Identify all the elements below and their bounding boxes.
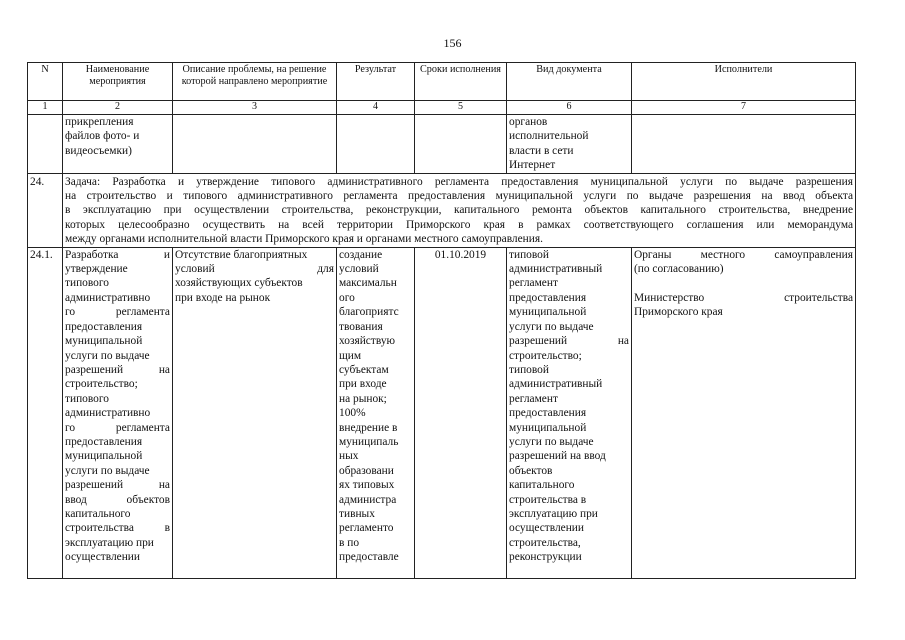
task-row	[28, 173, 856, 247]
text-line: при входе на рынок	[175, 291, 271, 304]
text-line: разрешений на	[65, 479, 170, 492]
text-line: го регламента	[65, 306, 170, 319]
text-line: Разработка и	[65, 248, 170, 261]
text-line: файлов фото- и	[65, 130, 140, 143]
text-line: типового	[65, 392, 109, 405]
cell-continuation-deadline	[415, 115, 507, 174]
text-line: на строительство и типового административного регламента предоставления муниципальной услуги по выдаче разрешения на ввод объекта	[65, 190, 853, 203]
text-line: регламенто	[339, 522, 394, 535]
text-line: на рынок;	[339, 392, 387, 405]
text-line: предоставления	[509, 291, 587, 304]
header-name: Наименование мероприятия	[63, 63, 173, 101]
text-line: административно	[65, 291, 151, 304]
text-line: благоприятс	[339, 306, 399, 319]
text-line: го регламента	[65, 421, 170, 434]
text-line: административно	[65, 407, 151, 420]
text-line: капитального	[509, 479, 575, 492]
text-line: строительства в	[65, 522, 170, 535]
text-line: регламент	[509, 392, 558, 405]
text-line: муниципаль	[339, 435, 399, 448]
text-line: власти в сети	[509, 144, 574, 157]
item-document-type	[507, 247, 632, 578]
text-line: типового	[65, 277, 109, 290]
page-number: 156	[443, 36, 462, 50]
col-number-1: 1	[28, 101, 63, 115]
text-line: разрешений на	[509, 335, 629, 348]
col-number-5: 5	[415, 101, 507, 115]
text-line: прикрепления	[65, 116, 134, 128]
text-line: щим	[339, 349, 362, 362]
text-line: (по согласованию)	[634, 263, 724, 276]
cell-continuation-number	[28, 115, 63, 174]
measures-table	[27, 62, 856, 579]
cell-continuation-problem	[173, 115, 337, 174]
text-line: услуги по выдаче	[509, 320, 594, 333]
text-line: предоставления	[65, 435, 143, 448]
item-result	[337, 247, 415, 578]
item-name	[63, 247, 173, 578]
item-problem	[173, 247, 337, 578]
text-line: хозяйствующих субъектов	[175, 277, 303, 290]
text-line: условий	[339, 263, 379, 276]
col-number-2: 2	[63, 101, 173, 115]
col-number-3: 3	[173, 101, 337, 115]
header-problem: Описание проблемы, на решение которой направлено мероприятие	[173, 63, 337, 101]
text-line: капитального	[65, 507, 131, 520]
table-header-row	[28, 63, 856, 101]
text-line: хозяйствую	[339, 335, 396, 348]
text-line: предоставления	[65, 320, 143, 333]
text-line: муниципальной	[509, 306, 587, 319]
text-line: строительство;	[65, 378, 138, 391]
text-line: разрешений на ввод	[509, 450, 606, 463]
text-line: осуществлении	[65, 551, 140, 564]
text-line: предоставле	[339, 551, 399, 564]
text-line: в по	[339, 536, 360, 549]
text-line: образовани	[339, 464, 394, 477]
text-line: утверждение	[65, 263, 128, 276]
text-line: эксплуатацию при	[509, 507, 598, 520]
text-line: муниципальной	[65, 450, 143, 463]
text-line: реконструкции	[509, 551, 582, 564]
cell-continuation-executors	[632, 115, 856, 174]
text-line: 100%	[339, 407, 366, 420]
text-line: субъектам	[339, 363, 389, 376]
text-line: ных	[339, 450, 359, 463]
item-number: 24.1.	[28, 247, 63, 578]
text-line: муниципальной	[65, 335, 143, 348]
text-line: Приморского края	[634, 306, 723, 319]
text-line: ях типовых	[339, 479, 395, 492]
header-document-type: Вид документа	[507, 63, 632, 101]
header-executors: Исполнители	[632, 63, 856, 101]
task-number: 24.	[28, 173, 63, 247]
text-line	[634, 276, 853, 290]
cell-continuation-document	[507, 115, 632, 174]
task-description	[63, 173, 856, 247]
header-result: Результат	[337, 63, 415, 101]
text-line: регламент	[509, 277, 558, 290]
item-deadline: 01.10.2019	[415, 247, 507, 578]
text-line: видеосъемки)	[65, 144, 132, 157]
text-line: ого	[339, 291, 355, 304]
text-line: услуги по выдаче	[65, 464, 150, 477]
text-line: в эксплуатацию при осуществлении строительства, реконструкции, капитального ремонта объектов капитального строительства, внедрение	[65, 204, 853, 217]
header-deadline: Сроки исполнения	[415, 63, 507, 101]
text-line: Отсутствие благоприятных	[175, 248, 308, 261]
text-line: администра	[339, 493, 397, 506]
item-executors	[632, 247, 856, 578]
text-line: тивных	[339, 507, 375, 520]
text-line: между органами исполнительной власти Приморского края и органами местного самоуправления.	[65, 233, 543, 246]
table-row-continuation	[28, 115, 856, 174]
text-line: разрешений на	[65, 363, 170, 376]
column-numbers-row	[28, 101, 856, 115]
text-line: строительство;	[509, 349, 582, 362]
text-line: органов	[509, 116, 548, 128]
header-number: N	[28, 63, 63, 101]
text-line: ввод объектов	[65, 493, 170, 506]
item-row	[28, 247, 856, 578]
text-line: которых целесообразно осуществить на всей территории Приморского края в рамках соответствующего соглашения или меморандума	[65, 218, 853, 231]
text-line: услуги по выдаче	[509, 435, 594, 448]
text-line: осуществлении	[509, 522, 584, 535]
text-line: административный	[509, 263, 603, 276]
text-line: объектов	[509, 464, 553, 477]
text-line: типовой	[509, 248, 549, 261]
col-number-6: 6	[507, 101, 632, 115]
text-line: административный	[509, 378, 603, 391]
text-line: максимальн	[339, 277, 397, 290]
cell-continuation-name	[63, 115, 173, 174]
text-line: исполнительной	[509, 130, 589, 143]
text-line: при входе	[339, 378, 387, 391]
text-line: Задача: Разработка и утверждение типового административного регламента предоставления муниципальной услуги по выдаче разрешения	[65, 175, 853, 188]
text-line: создание	[339, 248, 383, 261]
cell-continuation-result	[337, 115, 415, 174]
text-line: внедрение в	[339, 421, 398, 434]
text-line: условий для	[175, 263, 334, 276]
text-line: строительства в	[509, 493, 587, 506]
col-number-4: 4	[337, 101, 415, 115]
text-line: Органы местного самоуправления	[634, 248, 853, 261]
text-line: муниципальной	[509, 421, 587, 434]
text-line: твования	[339, 320, 383, 333]
text-line: Интернет	[509, 159, 556, 172]
text-line: эксплуатацию при	[65, 536, 154, 549]
text-line: предоставления	[509, 407, 587, 420]
col-number-7: 7	[632, 101, 856, 115]
text-line: строительства,	[509, 536, 581, 549]
text-line: типовой	[509, 363, 549, 376]
text-line: услуги по выдаче	[65, 349, 150, 362]
text-line: Министерство строительства	[634, 291, 853, 304]
